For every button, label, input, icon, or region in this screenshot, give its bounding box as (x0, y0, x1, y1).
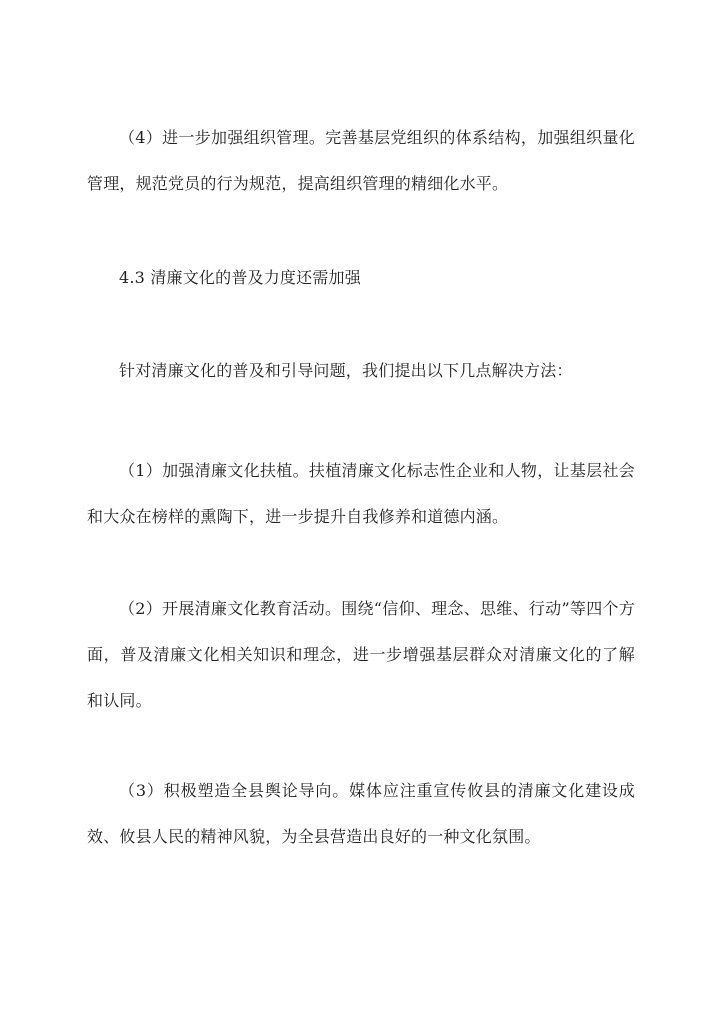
paragraph-culture-support: （1）加强清廉文化扶植。扶植清廉文化标志性企业和人物，让基层社会和大众在榜样的熏陶下，进一步提升自我修养和道德内涵。 (87, 461, 635, 526)
paragraph-organization-management: （4）进一步加强组织管理。完善基层党组织的体系结构，加强组织量化管理，规范党员的行为规范，提高组织管理的精细化水平。 (87, 128, 635, 193)
section-heading: 4.3 清廉文化的普及力度还需加强 (119, 268, 361, 287)
paragraph-public-opinion: （3）积极塑造全县舆论导向。媒体应注重宣传攸县的清廉文化建设成效、攸县人民的精神风貌，为全县营造出良好的一种文化氛围。 (87, 781, 635, 846)
paragraph-intro-solutions: 针对清廉文化的普及和引导问题，我们提出以下几点解决方法： (119, 361, 573, 380)
paragraph-education-activities: （2）开展清廉文化教育活动。围绕“信仰、理念、思维、行动”等四个方面，普及清廉文化相关知识和理念，进一步增强基层群众对清廉文化的了解和认同。 (87, 599, 635, 710)
